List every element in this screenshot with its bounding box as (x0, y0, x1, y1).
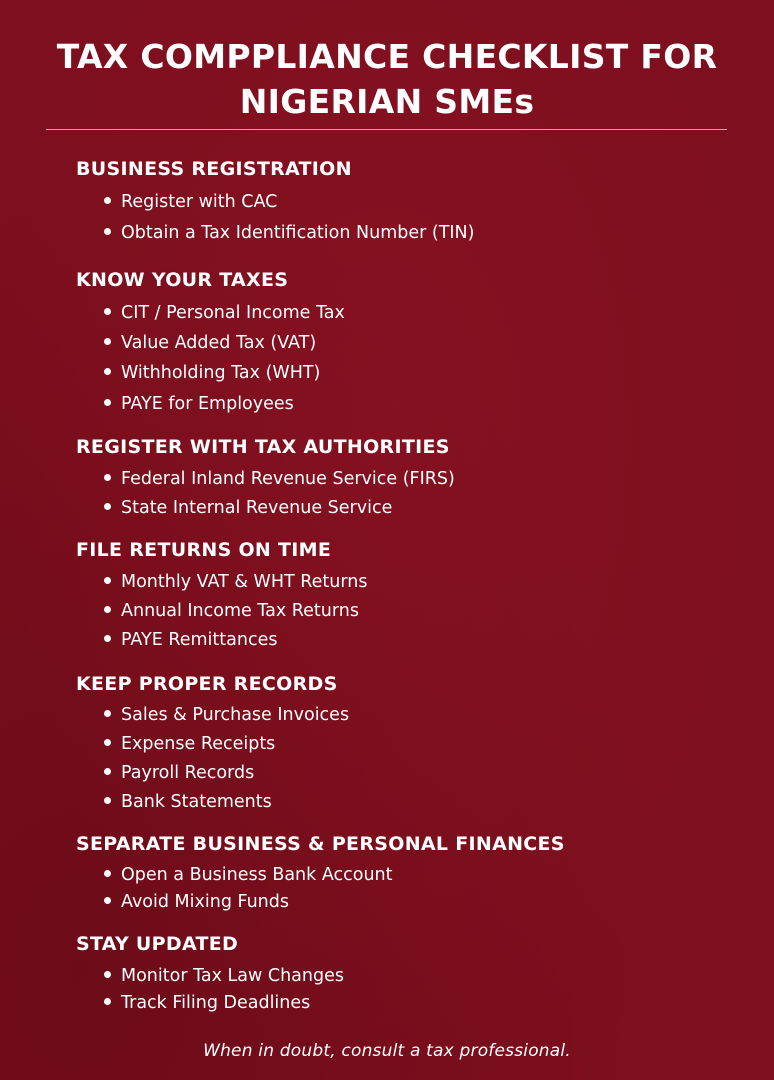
section-heading-stay-updated: STAY UPDATED (76, 933, 239, 955)
section-heading-keep-proper-records: KEEP PROPER RECORDS (76, 673, 338, 695)
list-item (104, 704, 349, 726)
list-item-label: Federal Inland Revenue Service (FIRS) (121, 469, 455, 489)
list-item-label: Withholding Tax (WHT) (121, 363, 321, 383)
section-heading-business-registration: BUSINESS REGISTRATION (76, 158, 352, 180)
bullet-icon (104, 710, 111, 717)
bullet-icon (104, 228, 111, 235)
list-item (104, 571, 367, 593)
section-heading-register-with-tax-authorities: REGISTER WITH TAX AUTHORITIES (76, 436, 450, 458)
bullet-icon (104, 971, 111, 978)
list-item (104, 891, 289, 913)
list-item-label: Track Filing Deadlines (121, 993, 311, 1013)
bullet-icon (104, 739, 111, 746)
list-item-label: Avoid Mixing Funds (121, 892, 290, 912)
title-line-2: NIGERIAN SMEs (239, 82, 535, 121)
footer-note: When in doubt, consult a tax professional. (203, 1041, 571, 1061)
title-divider (46, 129, 727, 130)
list-item (104, 965, 344, 987)
list-item-label: Monthly VAT & WHT Returns (121, 572, 368, 592)
list-item (104, 791, 272, 813)
section-heading-file-returns-on-time: FILE RETURNS ON TIME (76, 539, 332, 561)
list-item (104, 497, 392, 519)
bullet-icon (104, 399, 111, 406)
bullet-icon (104, 998, 111, 1005)
bullet-icon (104, 870, 111, 877)
list-item-label: Bank Statements (121, 792, 272, 812)
list-item-label: Annual Income Tax Returns (121, 601, 359, 621)
bullet-icon (104, 797, 111, 804)
bullet-icon (104, 338, 111, 345)
list-item-label: CIT / Personal Income Tax (121, 303, 345, 323)
list-item-label: Sales & Purchase Invoices (121, 705, 350, 725)
bullet-icon (104, 635, 111, 642)
title-line-1: TAX COMPPLIANCE CHECKLIST FOR (56, 37, 718, 76)
list-item-label: Monitor Tax Law Changes (121, 966, 344, 986)
list-item (104, 362, 320, 384)
page-title (0, 34, 774, 124)
bullet-icon (104, 503, 111, 510)
list-item-label: Value Added Tax (VAT) (121, 333, 317, 353)
list-item-label: Payroll Records (121, 763, 255, 783)
bullet-icon (104, 197, 111, 204)
list-item-label: PAYE for Employees (121, 394, 294, 414)
list-item (104, 733, 275, 755)
list-item (104, 992, 310, 1014)
list-item (104, 629, 277, 651)
list-item-label: Obtain a Tax Identification Number (TIN) (121, 223, 475, 243)
bullet-icon (104, 768, 111, 775)
list-item-label: PAYE Remittances (121, 630, 278, 650)
bullet-icon (104, 606, 111, 613)
list-item (104, 864, 393, 886)
list-item (104, 393, 294, 415)
list-item-label: Open a Business Bank Account (121, 865, 393, 885)
list-item (104, 332, 316, 354)
section-heading-separate-finances: SEPARATE BUSINESS & PERSONAL FINANCES (76, 833, 565, 855)
list-item (104, 468, 455, 490)
list-item-label: Register with CAC (121, 192, 278, 212)
list-item-label: Expense Receipts (121, 734, 276, 754)
bullet-icon (104, 368, 111, 375)
list-item (104, 302, 345, 324)
list-item (104, 222, 474, 244)
list-item (104, 600, 359, 622)
bullet-icon (104, 474, 111, 481)
section-heading-know-your-taxes: KNOW YOUR TAXES (76, 269, 289, 291)
bullet-icon (104, 897, 111, 904)
list-item (104, 191, 277, 213)
bullet-icon (104, 308, 111, 315)
list-item-label: State Internal Revenue Service (121, 498, 393, 518)
list-item (104, 762, 254, 784)
bullet-icon (104, 577, 111, 584)
